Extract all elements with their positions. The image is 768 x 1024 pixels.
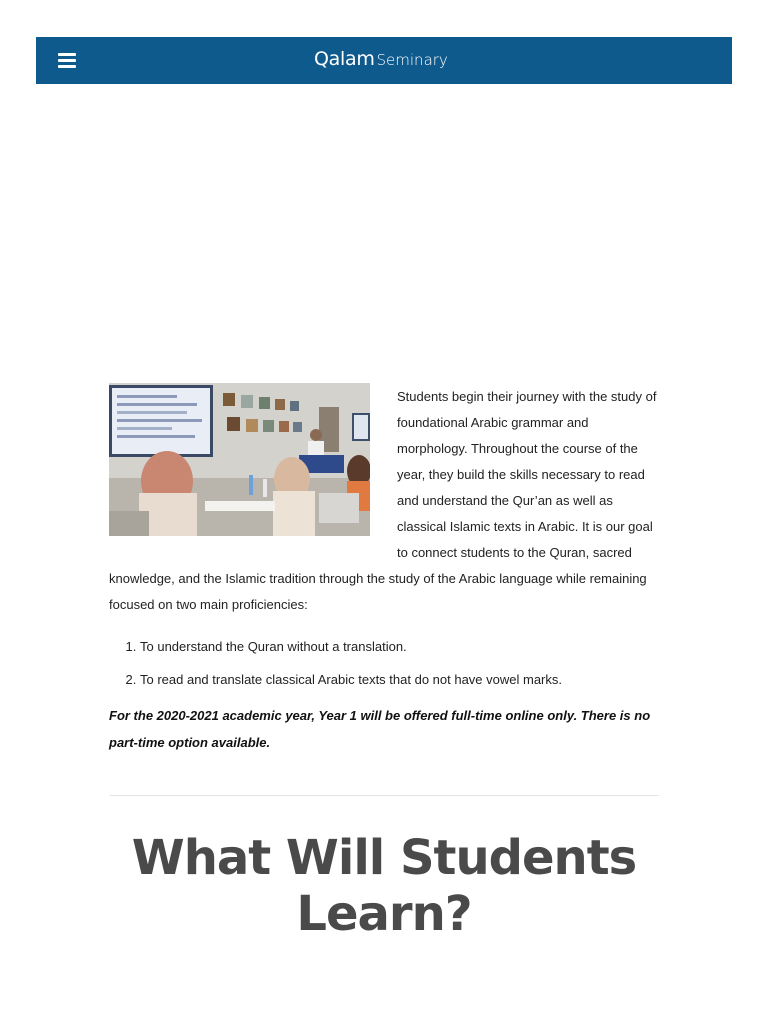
menu-bar [58, 53, 76, 56]
site-logo[interactable] [314, 48, 459, 74]
classroom-photo [109, 383, 370, 536]
enrollment-notice: For the 2020-2021 academic year, Year 1 will be offered full-time online only. There is no part-time option available. [109, 708, 651, 750]
menu-bar [58, 59, 76, 62]
list-item: 1. To understand the Quran without a translation. [140, 630, 659, 663]
logo-subtitle: Seminary [376, 51, 448, 69]
top-navbar [36, 37, 732, 84]
classroom-illustration [109, 383, 370, 536]
intro-paragraph: Students begin their journey with the study of foundational Arabic grammar and morphology. Throughout the course of the year, they build the skills necessary to read and understand the Qur’an as well as classical Islamic texts in Arabic. It is our goal to connect students to the Quran, sacred knowledge, and the Islamic tradition through the study of the Arabic language while remaining focused on two main proficiencies: [109, 389, 657, 612]
proficiency-list [109, 630, 659, 696]
menu-bar [58, 65, 76, 68]
section-divider [110, 795, 659, 796]
hamburger-menu-icon[interactable] [56, 51, 78, 69]
logo-wordmark: Qalam [314, 48, 375, 70]
program-description [109, 383, 659, 756]
list-item: 2. To read and translate classical Arabic texts that do not have vowel marks. [140, 663, 659, 696]
section-heading: What Will Students Learn? [131, 830, 637, 942]
